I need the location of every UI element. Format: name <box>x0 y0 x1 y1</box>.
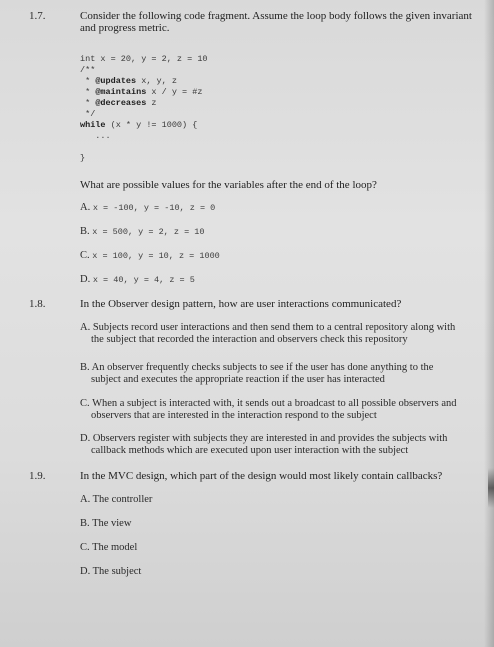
code-line: x / y = #z <box>146 87 203 97</box>
code-prefix: * <box>80 76 96 86</box>
option-line: C. When a subject is interacted with, it sends out a broadcast to all possible observers and <box>80 398 457 409</box>
question-prompt: In the MVC design, which part of the design would most likely contain callbacks? <box>80 470 443 482</box>
code-line: (x * y != 1000) { <box>105 120 198 130</box>
code-line: x, y, z <box>136 76 177 86</box>
option-code: x = 40, y = 4, z = 5 <box>92 275 195 285</box>
code-prefix: * <box>80 98 96 108</box>
question-prompt: In the Observer design pattern, how are user interactions communicated? <box>80 298 402 310</box>
option-line: subject and executes the appropriate reaction if the user has interacted <box>91 373 385 385</box>
option-code: x = 100, y = 10, z = 1000 <box>92 251 220 261</box>
code-keyword: @updates <box>95 76 137 86</box>
answer-option[interactable] <box>80 226 204 239</box>
option-line: the subject that recorded the interaction and observers check this repository <box>91 333 408 345</box>
option-line: D. Observers register with subjects they are interested in and provides the subjects with <box>80 433 448 444</box>
option-letter: A. <box>80 202 91 213</box>
answer-option[interactable] <box>80 362 492 385</box>
answer-option[interactable]: D. The subject <box>80 566 142 577</box>
page-edge-mark <box>488 468 494 508</box>
code-keyword: while <box>80 120 106 130</box>
option-letter: C. <box>80 250 90 261</box>
answer-option[interactable] <box>80 250 220 263</box>
answer-option[interactable] <box>80 202 215 215</box>
answer-option[interactable]: C. The model <box>80 542 138 553</box>
option-code: x = -100, y = -10, z = 0 <box>92 203 216 213</box>
code-line: */ <box>80 109 96 119</box>
option-letter: B. <box>80 226 90 237</box>
answer-option[interactable] <box>80 433 492 456</box>
question-prompt-line: Consider the following code fragment. Assume the loop body follows the given invariant <box>80 10 472 22</box>
answer-option[interactable] <box>80 322 492 345</box>
option-line: A. Subjects record user interactions and then send them to a central repository along with <box>80 322 456 333</box>
question-number: 1.7. <box>29 10 46 22</box>
question-prompt <box>80 10 494 34</box>
page-edge-shadow <box>484 0 494 647</box>
answer-option[interactable] <box>80 398 492 421</box>
code-line: z <box>146 98 157 108</box>
answer-option[interactable]: A. The controller <box>80 494 153 505</box>
question-prompt-line: and progress metric. <box>80 22 170 34</box>
code-line: ... <box>80 131 111 141</box>
question-number: 1.8. <box>29 298 46 310</box>
code-line: /** <box>80 65 96 75</box>
answer-option[interactable] <box>80 274 195 287</box>
question-number: 1.9. <box>29 470 46 482</box>
question-prompt: What are possible values for the variables after the end of the loop? <box>80 179 377 191</box>
code-keyword: @decreases <box>95 98 147 108</box>
answer-option[interactable]: B. The view <box>80 518 132 529</box>
option-code: x = 500, y = 2, z = 10 <box>92 227 205 237</box>
option-line: B. An observer frequently checks subjects to see if the user has done anything to the <box>80 362 434 373</box>
code-fragment <box>80 54 208 164</box>
option-line: callback methods which are executed upon user interaction with the subject <box>91 444 409 456</box>
option-letter: D. <box>80 274 91 285</box>
code-line: } <box>80 153 86 163</box>
option-line: observers that are interested in the interaction respond to the subject <box>91 409 377 421</box>
code-prefix: * <box>80 87 96 97</box>
code-keyword: @maintains <box>95 87 147 97</box>
code-line: int x = 20, y = 2, z = 10 <box>80 54 208 64</box>
